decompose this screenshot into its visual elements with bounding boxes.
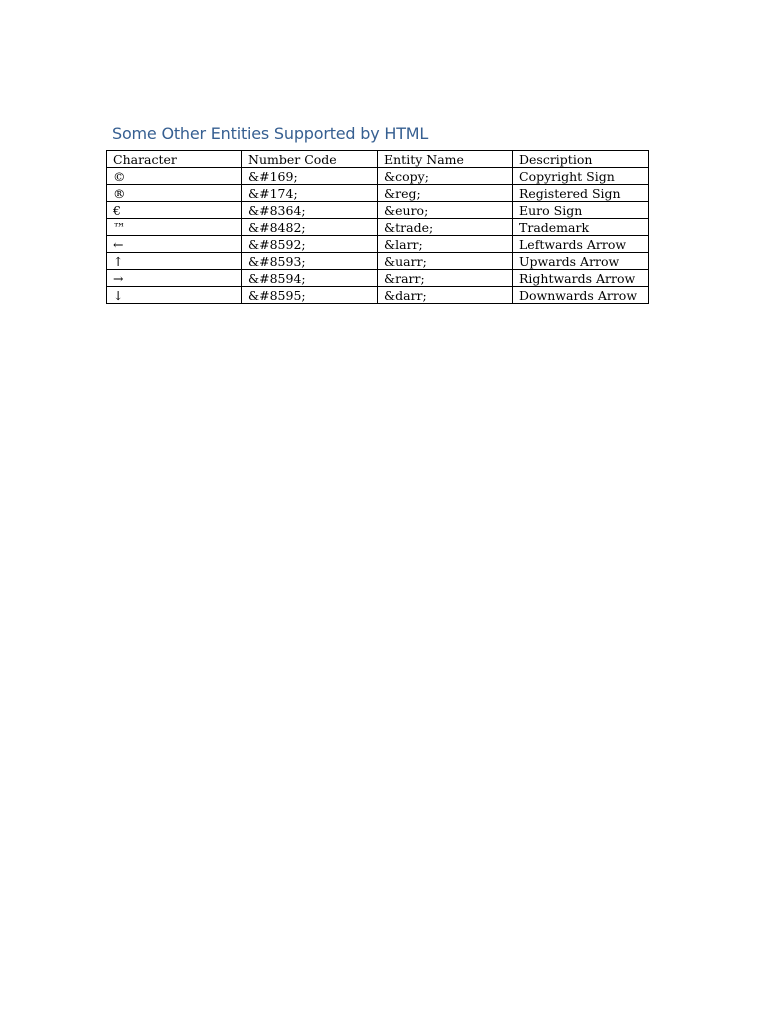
header-entity-name: Entity Name (378, 151, 513, 168)
table-row (107, 219, 649, 236)
cell-description: Trademark (513, 219, 649, 236)
cell-number-code: &#8482; (242, 219, 378, 236)
cell-character: © (107, 168, 242, 185)
cell-description: Euro Sign (513, 202, 649, 219)
cell-number-code: &#174; (242, 185, 378, 202)
document-heading: Some Other Entities Supported by HTML (112, 124, 429, 143)
cell-entity-name: &rarr; (378, 270, 513, 287)
table-row (107, 287, 649, 304)
header-description: Description (513, 151, 649, 168)
cell-number-code: &#169; (242, 168, 378, 185)
cell-character: ↑ (107, 253, 242, 270)
cell-description: Rightwards Arrow (513, 270, 649, 287)
cell-number-code: &#8594; (242, 270, 378, 287)
cell-description: Upwards Arrow (513, 253, 649, 270)
table-header-row (107, 151, 649, 168)
table-row (107, 202, 649, 219)
cell-character: ↓ (107, 287, 242, 304)
entity-table (106, 150, 649, 304)
cell-entity-name: &reg; (378, 185, 513, 202)
cell-description: Copyright Sign (513, 168, 649, 185)
cell-character: ® (107, 185, 242, 202)
cell-entity-name: &larr; (378, 236, 513, 253)
cell-character: ← (107, 236, 242, 253)
table-row (107, 253, 649, 270)
cell-description: Leftwards Arrow (513, 236, 649, 253)
cell-entity-name: &copy; (378, 168, 513, 185)
cell-character: € (107, 202, 242, 219)
cell-entity-name: &darr; (378, 287, 513, 304)
cell-character: → (107, 270, 242, 287)
table-row (107, 270, 649, 287)
cell-number-code: &#8364; (242, 202, 378, 219)
cell-number-code: &#8592; (242, 236, 378, 253)
cell-number-code: &#8595; (242, 287, 378, 304)
table-row (107, 168, 649, 185)
cell-character: ™ (107, 219, 242, 236)
cell-entity-name: &euro; (378, 202, 513, 219)
cell-description: Downwards Arrow (513, 287, 649, 304)
header-number-code: Number Code (242, 151, 378, 168)
cell-description: Registered Sign (513, 185, 649, 202)
cell-entity-name: &trade; (378, 219, 513, 236)
header-character: Character (107, 151, 242, 168)
table-row (107, 236, 649, 253)
cell-number-code: &#8593; (242, 253, 378, 270)
cell-entity-name: &uarr; (378, 253, 513, 270)
table-row (107, 185, 649, 202)
